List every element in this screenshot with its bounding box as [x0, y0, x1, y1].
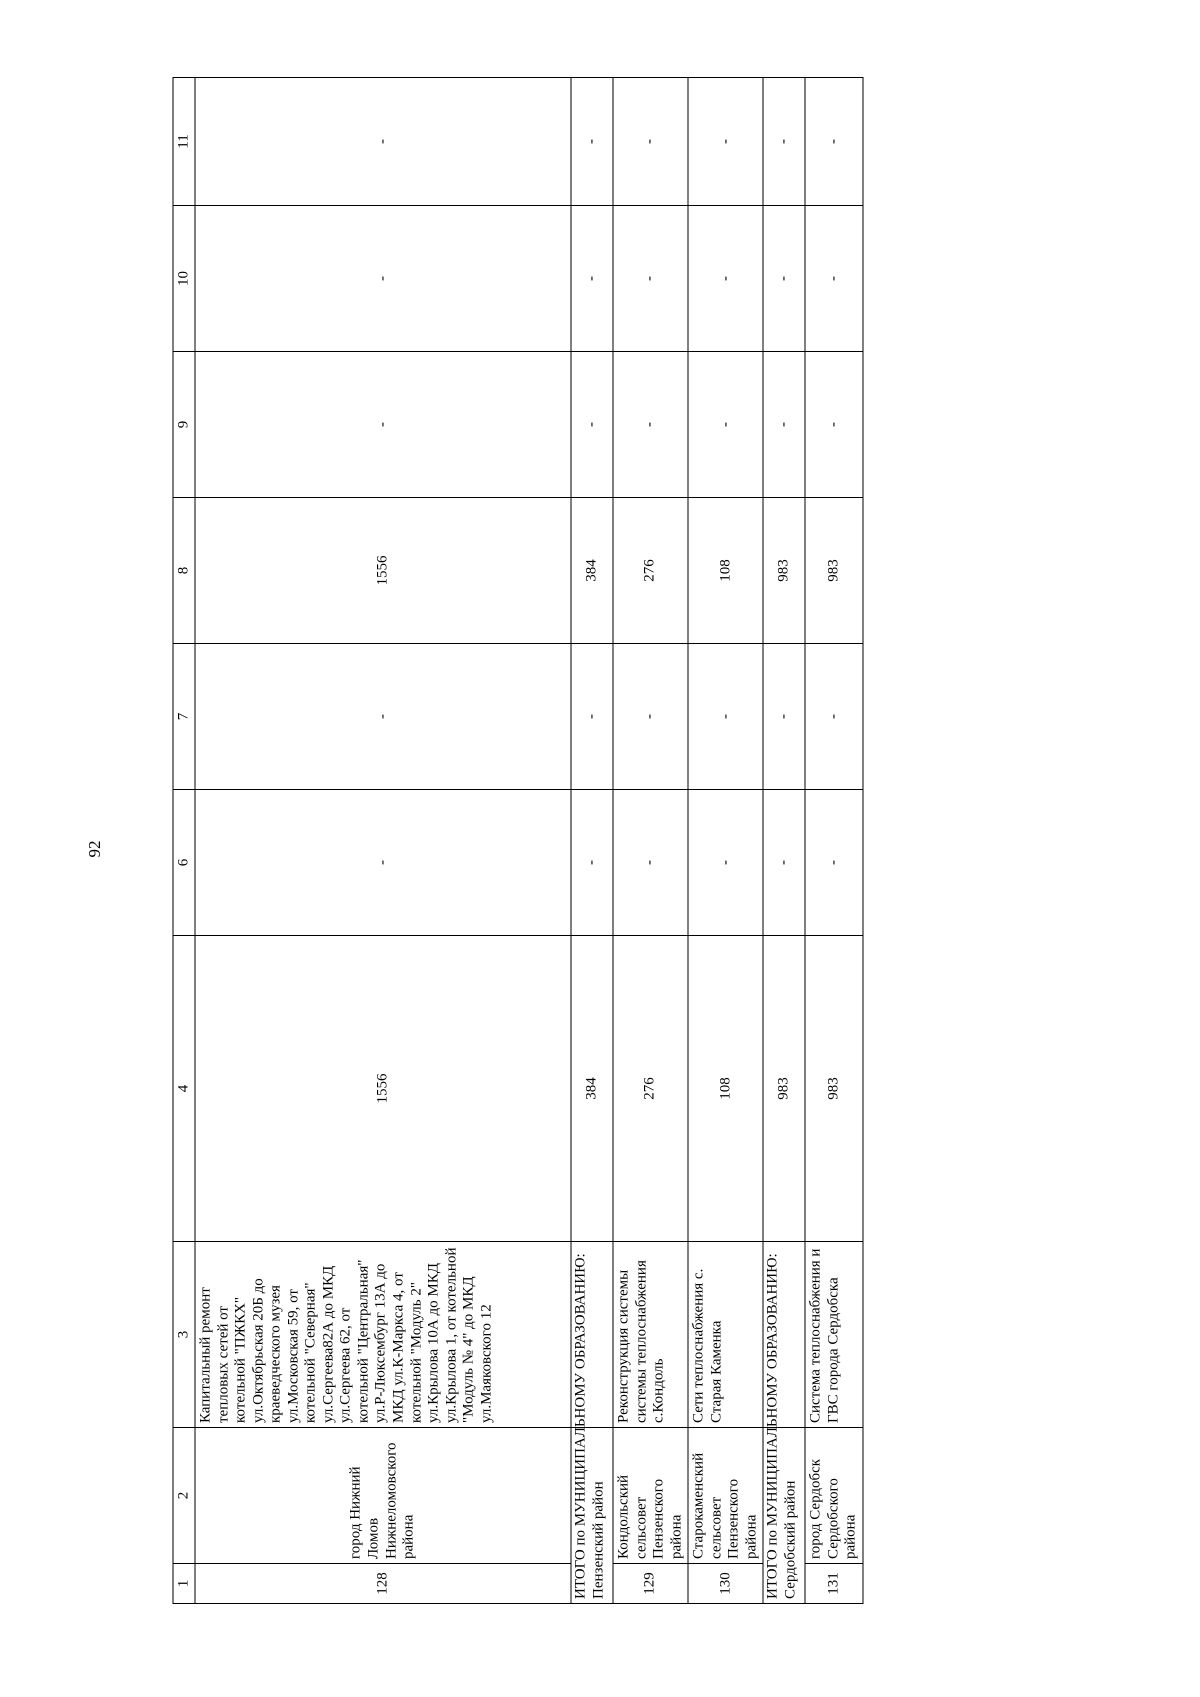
- object-cell: Реконструкция системы системы теплоснабжения с.Кондоль: [613, 1241, 688, 1427]
- table-row: [688, 77, 763, 1603]
- col-header: 3: [173, 1241, 195, 1427]
- row-number: 128: [195, 1563, 571, 1603]
- value-cell: -: [763, 789, 805, 935]
- table-row: [805, 77, 863, 1603]
- value-cell: 1556: [195, 497, 571, 643]
- object-cell: Система теплоснабжения и ГВС города Сердобска: [805, 1241, 863, 1427]
- municipality-cell: город Сердобск Сердобского района: [805, 1427, 863, 1563]
- value-cell: -: [195, 77, 571, 205]
- value-cell: -: [613, 789, 688, 935]
- value-cell: -: [613, 351, 688, 497]
- value-cell: 983: [763, 497, 805, 643]
- object-cell: Капитальный ремонт тепловых сетей от котельной "ПЖКХ" ул.Октябрьская 20Б до краеведческого музея ул.Московская 59, от котельной "Северная" ул.Сергеева82А до МКД ул.Сергеева 62, от котельной "Центральная" ул.Р-Люксембург 13А до МКД ул.К-Маркса 4, от котельной "Модуль 2" ул.Крылова 10А до МКД ул.Крылова 1, от котельной "Модуль № 4" до МКД ул.Маяковского 12: [195, 1241, 571, 1427]
- object-cell: Сети теплоснабжения с. Старая Каменка: [688, 1241, 763, 1427]
- total-label: ИТОГО по МУНИЦИПАЛЬНОМУ ОБРАЗОВАНИЮ:: [764, 1252, 781, 1599]
- col-header: 8: [173, 497, 195, 643]
- total-row: [571, 77, 613, 1603]
- value-cell: -: [688, 643, 763, 789]
- total-sublabel: Сердобский район: [782, 1480, 799, 1599]
- col-header: 9: [173, 351, 195, 497]
- value-cell: 1556: [195, 935, 571, 1241]
- value-cell: -: [805, 643, 863, 789]
- col-header: 10: [173, 205, 195, 351]
- row-number: 131: [805, 1563, 863, 1603]
- col-header: 11: [173, 77, 195, 205]
- total-sublabel: Пензенский район: [590, 1480, 607, 1599]
- value-cell: -: [805, 789, 863, 935]
- value-cell: -: [763, 77, 805, 205]
- table-container: [173, 78, 878, 1604]
- row-number: 130: [688, 1563, 763, 1603]
- table-row: [613, 77, 688, 1603]
- col-header: 7: [173, 643, 195, 789]
- value-cell: -: [688, 77, 763, 205]
- value-cell: 108: [688, 497, 763, 643]
- value-cell: -: [195, 789, 571, 935]
- value-cell: -: [805, 351, 863, 497]
- value-cell: -: [571, 205, 613, 351]
- value-cell: -: [688, 351, 763, 497]
- municipality-cell: город Нижний Ломов Нижнеломовского района: [195, 1427, 571, 1563]
- value-cell: -: [195, 643, 571, 789]
- row-number: 129: [613, 1563, 688, 1603]
- value-cell: 276: [613, 497, 688, 643]
- municipality-cell: Кондольский сельсовет Пензенского района: [613, 1427, 688, 1563]
- value-cell: -: [613, 205, 688, 351]
- total-label-cell: [571, 1252, 613, 1603]
- total-label: ИТОГО по МУНИЦИПАЛЬНОМУ ОБРАЗОВАНИЮ:: [572, 1252, 589, 1599]
- value-cell: 983: [805, 497, 863, 643]
- value-cell: 384: [571, 497, 613, 643]
- value-cell: -: [763, 643, 805, 789]
- col-header: 4: [173, 935, 195, 1241]
- header-row: [173, 77, 195, 1603]
- value-cell: -: [195, 205, 571, 351]
- data-table: [173, 77, 864, 1604]
- total-label-cell: [763, 1252, 805, 1603]
- value-cell: 983: [805, 935, 863, 1241]
- value-cell: -: [763, 205, 805, 351]
- col-header: 1: [173, 1563, 195, 1603]
- value-cell: 276: [613, 935, 688, 1241]
- col-header: 6: [173, 789, 195, 935]
- value-cell: -: [805, 205, 863, 351]
- value-cell: -: [613, 77, 688, 205]
- table-row: [195, 77, 571, 1603]
- municipality-cell: Старокаменский сельсовет Пензенского района: [688, 1427, 763, 1563]
- col-header: 2: [173, 1427, 195, 1563]
- value-cell: -: [571, 789, 613, 935]
- value-cell: 108: [688, 935, 763, 1241]
- value-cell: 983: [763, 935, 805, 1241]
- value-cell: -: [571, 77, 613, 205]
- value-cell: -: [195, 351, 571, 497]
- value-cell: 384: [571, 935, 613, 1241]
- value-cell: -: [571, 351, 613, 497]
- value-cell: -: [688, 205, 763, 351]
- value-cell: -: [805, 77, 863, 205]
- value-cell: -: [571, 643, 613, 789]
- total-row: [763, 77, 805, 1603]
- value-cell: -: [613, 643, 688, 789]
- value-cell: -: [763, 351, 805, 497]
- page-number: 92: [85, 840, 104, 858]
- value-cell: -: [688, 789, 763, 935]
